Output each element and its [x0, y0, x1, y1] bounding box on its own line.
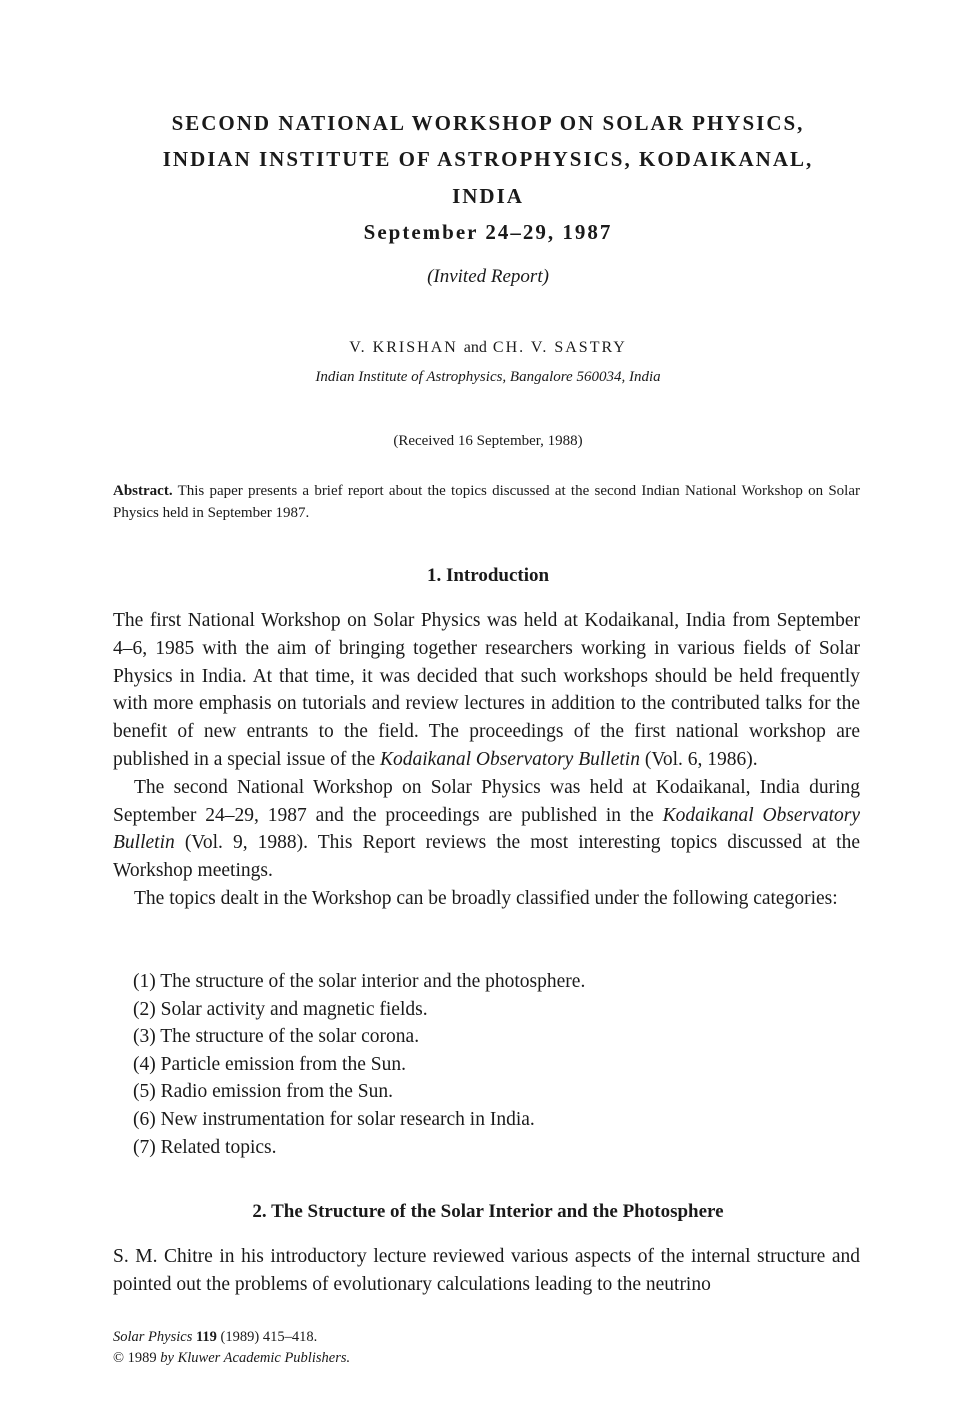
authors: [0, 339, 976, 357]
author-1: V. KRISHAN: [349, 339, 458, 356]
title-line-3: INDIA: [452, 184, 524, 208]
section-2-heading: 2. The Structure of the Solar Interior and the Photosphere: [252, 1201, 724, 1222]
topic-list: [133, 968, 860, 1161]
paragraph: [113, 774, 860, 885]
paragraph-text: (Vol. 9, 1988). This Report reviews the most interesting topics discussed at the Workshop meetings.: [113, 832, 860, 882]
journal-name: Kodaikanal Observatory Bulletin: [113, 804, 860, 854]
affiliation: Indian Institute of Astrophysics, Bangalore 560034, India: [315, 369, 661, 385]
title-line-2: INDIAN INSTITUTE OF ASTROPHYSICS, KODAIKANAL,: [162, 147, 814, 171]
list-item: (2) Solar activity and magnetic fields.: [133, 998, 428, 1020]
footer: [113, 1327, 350, 1369]
section-1-body: [113, 607, 860, 913]
pages: (1989) 415–418.: [220, 1329, 318, 1345]
title-dates: September 24–29, 1987: [363, 220, 613, 244]
paragraph-text: (Vol. 6, 1986).: [639, 748, 758, 770]
paragraph: [113, 607, 860, 774]
title-line-1: SECOND NATIONAL WORKSHOP ON SOLAR PHYSICS,: [171, 111, 805, 135]
abstract: [113, 480, 860, 524]
list-item: (7) Related topics.: [133, 1136, 277, 1158]
paragraph: S. M. Chitre in his introductory lecture reviewed various aspects of the internal structure and pointed out the problems of evolutionary calculations leading to the neutrino: [113, 1246, 860, 1295]
publisher: by Kluwer Academic Publishers.: [160, 1350, 351, 1366]
received-date: (Received 16 September, 1988): [393, 433, 583, 449]
journal-name: Kodaikanal Observatory Bulletin: [379, 748, 640, 770]
list-item: (5) Radio emission from the Sun.: [133, 1081, 393, 1103]
paragraph-text: The first National Workshop on Solar Physics was held at Kodaikanal, India from September 4–6, 1985 with the aim of bringing together researchers working in various fields of Solar Physics in India. At that time, it was decided that such workshops should be held frequently with more emphasis on tutorials and review lectures in addition to the contributed talks for the benefit of new entrants to the field. The proceedings of the first national workshop are published in a special issue of the: [113, 610, 860, 770]
citation: [113, 1327, 350, 1348]
copyright: [113, 1348, 350, 1369]
author-2: CH. V. SASTRY: [492, 339, 627, 356]
invited-report-note: (Invited Report): [427, 266, 549, 287]
abstract-text: This paper presents a brief report about the topics discussed at the second Indian National Workshop on Solar Physics held in September 1987.: [113, 483, 860, 521]
authors-and: and: [463, 339, 487, 356]
section-1-heading: 1. Introduction: [426, 565, 550, 586]
paragraph-text: The second National Workshop on Solar Physics was held at Kodaikanal, India during September 24–29, 1987 and the proceedings are published in the: [113, 776, 860, 826]
list-item: (6) New instrumentation for solar research in India.: [133, 1108, 535, 1130]
paragraph: The topics dealt in the Workshop can be broadly classified under the following categories:: [134, 887, 838, 909]
journal-title: Solar Physics: [113, 1329, 193, 1345]
list-item: (3) The structure of the solar corona.: [133, 1026, 420, 1048]
list-item: (4) Particle emission from the Sun.: [133, 1053, 406, 1075]
copyright-year: © 1989: [113, 1350, 161, 1366]
volume: 119: [195, 1329, 217, 1345]
list-item: (1) The structure of the solar interior and the photosphere.: [133, 971, 586, 992]
section-2-body: [113, 1243, 860, 1299]
abstract-label: Abstract.: [113, 483, 173, 499]
